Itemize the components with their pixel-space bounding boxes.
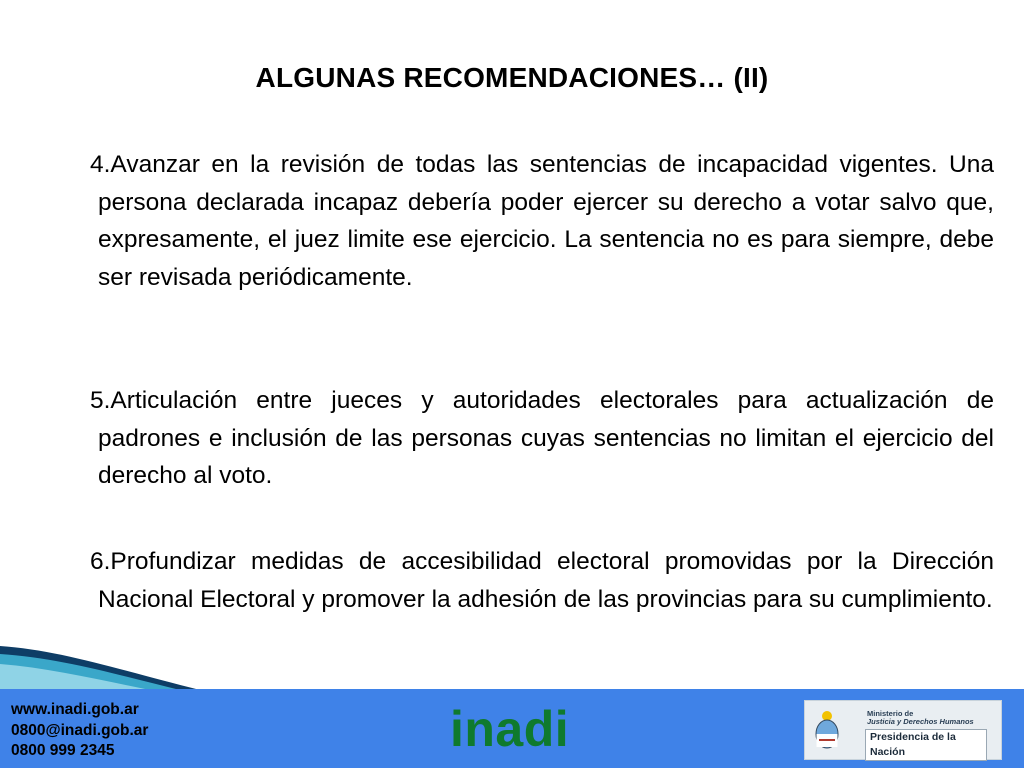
inadi-logo: inadi <box>450 701 570 757</box>
contact-info <box>11 700 148 762</box>
recommendation-item-5: 5.Articulación entre jueces y autoridades electorales para actualización de padrones e inclusión de las personas cuyas sentencias no limitan el ejercicio del derecho al voto. <box>90 387 994 489</box>
ministry-line2: Justicia y Derechos Humanos <box>867 717 974 726</box>
decorative-swoosh <box>0 640 200 690</box>
footer-bar <box>0 689 1024 768</box>
recommendation-item-6: 6.Profundizar medidas de accesibilidad electoral promovidas por la Dirección Nacional Electoral y promover la adhesión de las provincias para su cumplimiento. <box>90 548 994 613</box>
phone-number: 0800 999 2345 <box>11 742 115 759</box>
slide-title: ALGUNAS RECOMENDACIONES… (II) <box>255 62 769 93</box>
email-link[interactable]: 0800@inadi.gob.ar <box>11 721 149 739</box>
ministry-line3: Presidencia de la Nación <box>865 729 987 761</box>
ministry-logo <box>804 700 1002 760</box>
website-link[interactable]: www.inadi.gob.ar <box>11 701 139 718</box>
recommendation-item-4: 4.Avanzar en la revisión de todas las sentencias de incapacidad vigentes. Una persona declarada incapaz debería poder ejercer su derecho a votar salvo que, expresamente, el juez limite ese ejercicio. La sentencia no es para siempre, debe ser revisada periódicamente. <box>90 151 994 291</box>
ministry-line1: Ministerio de <box>867 709 914 718</box>
argentina-shield-icon <box>813 710 841 750</box>
